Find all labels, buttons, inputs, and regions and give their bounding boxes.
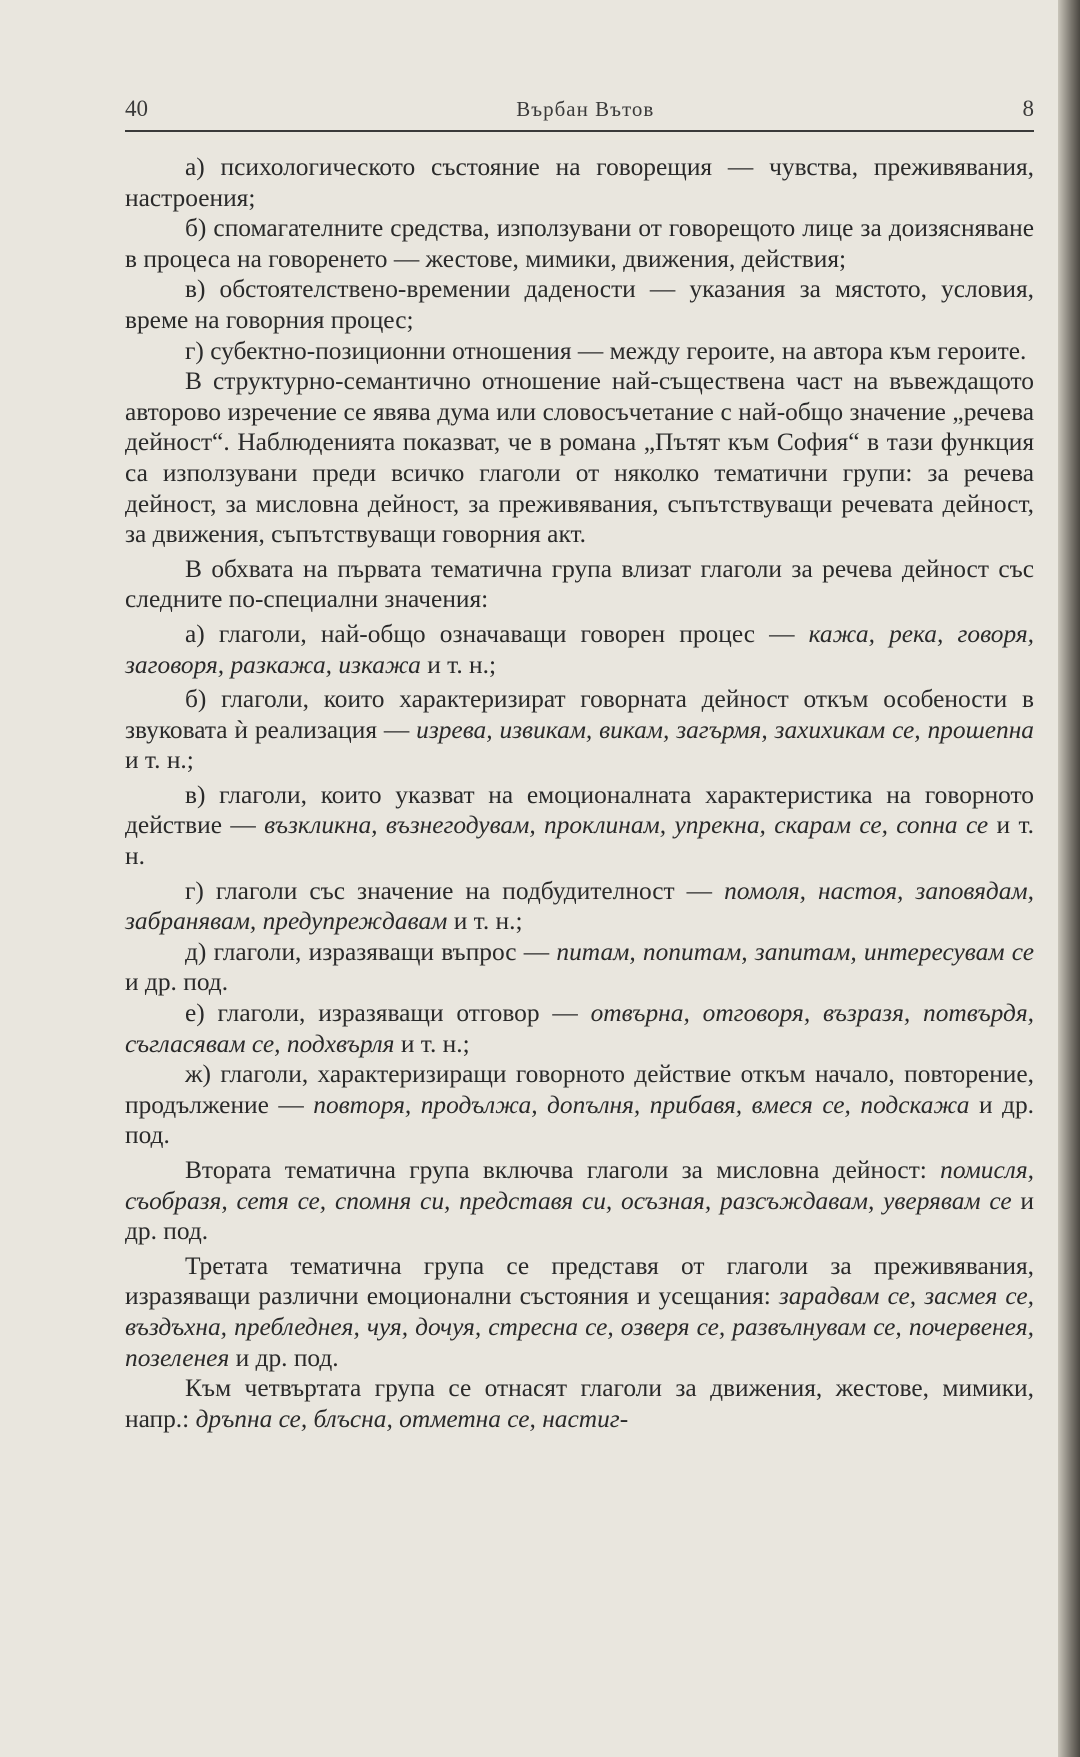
paragraph	[125, 619, 1034, 680]
paragraph: б) спомагателните средства, използувани от говорещото лице за доизясняване в процеса на говоренето — жестове, мимики, движения, действия;	[125, 214, 1034, 273]
paragraph: В структурно-семантично отношение най-съществена част на въвеждащото авторово изречение се явява дума или словосъчетание с най-общо значение „речева дейност“. Наблюденията показват, че в романа „Пътят към София“ в тази функция са използувани преди всичко глаголи от няколко тематични групи: за речева дейност, за мисловна дейност, за преживявания, съпътствуващи речевата дейност, за движения, съпътствуващи говорния акт.	[125, 367, 1034, 549]
page-number: 40	[125, 96, 148, 121]
paragraph-text: б) глаголи, които характеризират говорната дейност откъм особености в звуковата ѝ реализация —	[125, 685, 1034, 744]
paragraph: г) субектно-позиционни отношения — между героите, на автора към героите.	[185, 336, 1027, 365]
paragraph	[125, 937, 1034, 998]
tail: и др. под.	[125, 1186, 1034, 1246]
paragraph: а) психологическото състояние на говорещия — чувства, преживявания, настроения;	[125, 153, 1034, 212]
tail: и т. н.;	[420, 650, 497, 679]
paragraph-text: в) глаголи, които указват на емоционалната характеристика на говорното действие —	[125, 780, 1034, 840]
paragraph	[125, 998, 1034, 1059]
paragraph: В обхвата на първата тематична група влизат глаголи за речева дейност със следните по-специални значения:	[125, 554, 1034, 614]
example-words: зарадвам се, засмея се, въздъхна, пребледнея, чуя, дочуя, стресна се, озверя се, развълнувам се, почервенея, позеленея	[125, 1282, 1034, 1372]
paragraph-text: е) глаголи, изразяващи отговор —	[185, 999, 591, 1028]
tail: и т. н.;	[125, 746, 194, 775]
paragraph	[125, 1373, 1034, 1434]
page-body	[125, 152, 1034, 1434]
paragraph-text: г) глаголи със значение на подбудителност —	[185, 876, 725, 905]
running-header	[125, 96, 1034, 132]
paragraph-text: Към четвъртата група се отнасят глаголи за движения, жестове, мимики, напр.:	[125, 1374, 1034, 1433]
paragraph-text: Третата тематична група се представя от глаголи за преживявания, изразяващи различни емоционални състояния и усещания:	[125, 1251, 1034, 1311]
paragraph: в) обстоятелствено-времении дадености — указания за мястото, условия, време на говорния процес;	[125, 275, 1034, 334]
signature-mark: 8	[1022, 96, 1034, 121]
example-words: помоля, настоя, заповядам, забранявам, предупреждавам	[125, 876, 1034, 936]
paragraph-text: Втората тематична група включва глаголи за мисловна дейност:	[185, 1156, 941, 1184]
paragraph	[125, 876, 1034, 937]
paragraph-text: д) глаголи, изразяващи въпрос —	[185, 937, 557, 966]
tail: и т. н.	[125, 811, 1034, 871]
example-words: възкликна, възнегодувам, проклинам, упрекна, скарам се, сопна се	[264, 811, 989, 840]
paragraph	[125, 1251, 1034, 1373]
example-words: помисля, съобразя, сетя се, спомня си, представя си, осъзная, разсъждавам, уверявам се	[125, 1156, 1034, 1215]
paragraph	[125, 684, 1034, 776]
example-words: изрева, извикам, викам, загърмя, захихикам се, прошепна	[416, 715, 1034, 744]
paragraph-text: а) глаголи, най-общо означаващи говорен процес —	[185, 619, 809, 648]
page-edge-shadow	[1058, 0, 1080, 1757]
tail: и т. н.;	[394, 1029, 470, 1058]
example-words: отвърна, отговоря, възразя, потвърдя, съгласявам се, подхвърля	[125, 999, 1034, 1058]
running-title: Върбан Вътов	[516, 97, 655, 121]
example-words: питам, попитам, запитам, интересувам се	[556, 937, 1034, 966]
example-words: повторя, продължа, допълня, прибавя, вмеся се, подскажа	[313, 1090, 970, 1119]
paragraph-text: ж) глаголи, характеризиращи говорното действие откъм начало, повторение, продължение —	[125, 1060, 1034, 1119]
paragraph	[125, 1059, 1034, 1151]
example-words: кажа, река, говоря, заговоря, разкажа, изкажа	[125, 619, 1034, 679]
paragraph	[125, 780, 1034, 872]
paragraph	[125, 1155, 1034, 1247]
tail: и др. под.	[125, 1090, 1034, 1150]
example-words: дръпна се, блъсна, отметна се, настиг-	[195, 1404, 629, 1433]
tail: и др. под.	[229, 1343, 339, 1372]
tail: и т. н.;	[447, 907, 523, 936]
tail: и др. под.	[125, 968, 229, 997]
